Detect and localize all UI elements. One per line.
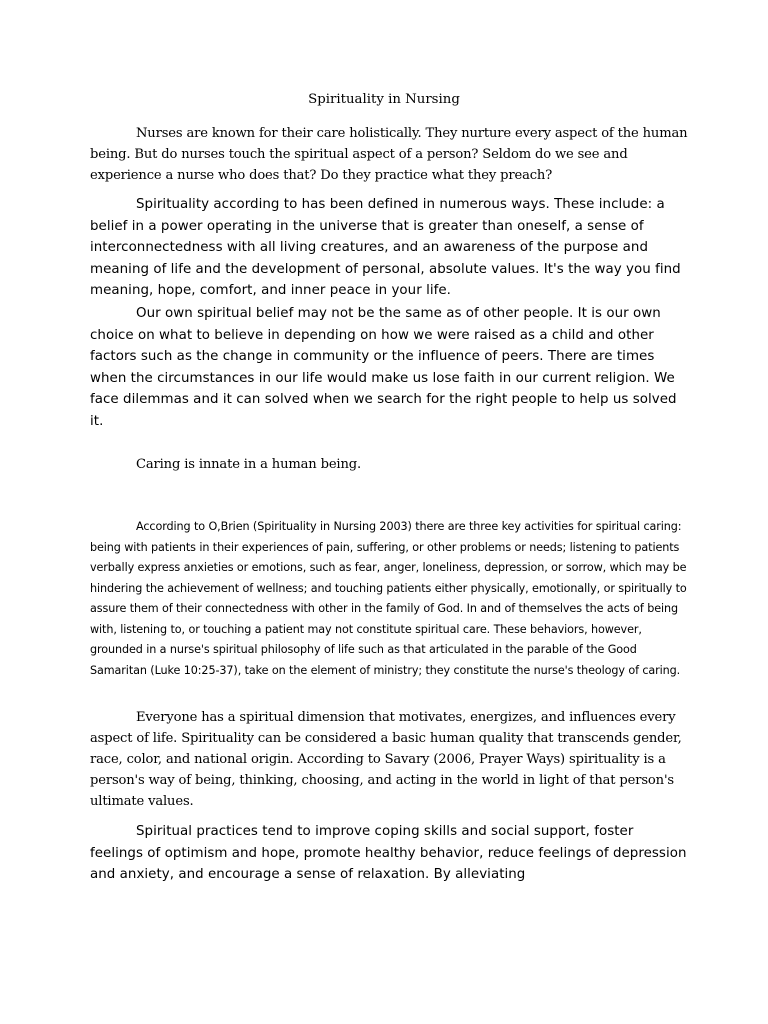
paragraph-spirituality-definition: Spirituality according to has been defined in numerous ways. These include: a belief in a power operating in the universe that is greater than oneself, a sense of interconnectedness with all living creatures, and an awareness of the purpose and meaning of life and the development of personal, absolute values. It's the way you find meaning, hope, comfort, and inner peace in your life. — [90, 197, 681, 298]
document-title: Spirituality in Nursing — [308, 92, 460, 107]
paragraph-caring-innate: Caring is innate in a human being. — [136, 457, 361, 472]
paragraph-own-spiritual-belief: Our own spiritual belief may not be the same as of other people. It is our own choice on what to believe in depending on how we were raised as a child and other factors such as the change in community or the influence of peers. There are times when the circumstances in our life would make us lose faith in our current religion. We face dilemmas and it can solved when we search for the right people to help us solved it. — [90, 306, 677, 429]
paragraph-spiritual-dimension: Everyone has a spiritual dimension that motivates, energizes, and influences every aspect of life. Spirituality can be considered a basic human quality that transcends gender, race, color, and national origin. According to Savary (2006, Prayer Ways) spirituality is a person's way of being, thinking, choosing, and acting in the world in light of that person's ultimate values. — [90, 710, 682, 809]
paragraph-spiritual-practices: Spiritual practices tend to improve coping skills and social support, foster feelings of optimism and hope, promote healthy behavior, reduce feelings of depression and anxiety, and encourage a sense of relaxation. By alleviating — [90, 824, 687, 882]
paragraph-nurses-holistic-care: Nurses are known for their care holistically. They nurture every aspect of the human being. But do nurses touch the spiritual aspect of a person? Seldom do we see and experience a nurse who does that? Do they practice what they preach? — [90, 126, 688, 183]
paragraph-obrien-spiritual-caring: According to O,Brien (Spirituality in Nursing 2003) there are three key activities for spiritual caring: being with patients in their experiences of pain, suffering, or other problems or needs; listening to patients verbally express anxieties or emotions, such as fear, anger, loneliness, depression, or sorrow, which may be hindering the achievement of wellness; and touching patients either physically, emotionally, or spiritually to assure them of their connectedness with other in the family of God. In and of themselves the acts of being with, listening to, or touching a patient may not constitute spiritual care. These behaviors, however, grounded in a nurse's spiritual philosophy of life such as that articulated in the parable of the Good Samaritan (Luke 10:25-37), take on the element of ministry; they constitute the nurse's theology of caring. — [90, 520, 687, 677]
